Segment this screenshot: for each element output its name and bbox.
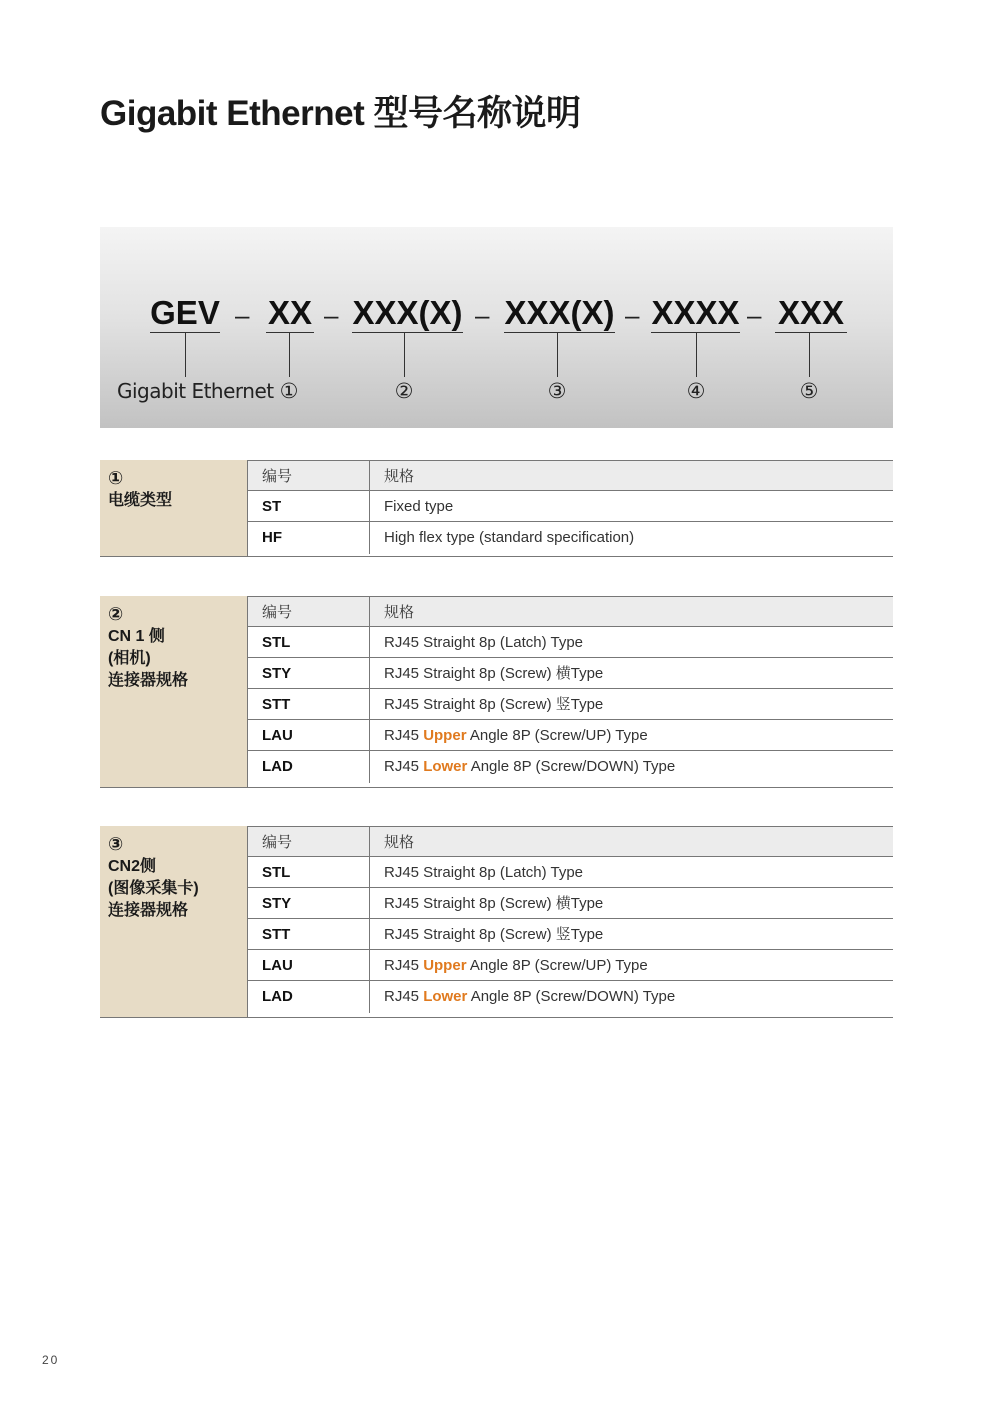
header-code: 编号: [248, 597, 370, 626]
connector-line: [289, 333, 290, 377]
gigabit-ethernet-label: Gigabit Ethernet: [117, 379, 274, 403]
table-row: [248, 491, 893, 522]
marker-4: ④: [686, 379, 706, 403]
row-spec: [370, 919, 893, 949]
spec-text: Angle 8P (Screw/DOWN) Type: [467, 758, 676, 775]
spec-text: RJ45 Straight 8p (Screw) 横Type: [384, 665, 604, 682]
table-row: [248, 751, 893, 783]
spec-text: RJ45: [384, 957, 424, 974]
row-code: LAD: [248, 751, 370, 783]
spec-highlight: Upper: [423, 957, 467, 974]
row-code: LAD: [248, 981, 370, 1013]
table-row: [248, 919, 893, 950]
table-label-panel: [100, 596, 248, 787]
code-segment-1: XX: [267, 294, 313, 331]
table-label: CN2侧 (图像采集卡) 连接器规格: [108, 858, 199, 919]
row-code: STL: [248, 857, 370, 887]
table-label-panel: [100, 460, 248, 556]
table-number: ①: [108, 468, 124, 489]
row-code: STT: [248, 689, 370, 719]
table-row: [248, 627, 893, 658]
code-segment-2: XXX(X): [352, 294, 463, 331]
row-spec: [370, 751, 893, 783]
spec-table-cn1-connector: [100, 596, 893, 788]
connector-line: [404, 333, 405, 377]
row-spec: [370, 627, 893, 657]
model-code-diagram: [100, 227, 893, 428]
row-spec: [370, 658, 893, 688]
code-segment-gev: GEV: [150, 294, 220, 331]
row-spec: [370, 491, 893, 521]
spec-highlight: Lower: [423, 758, 468, 775]
table-header-row: [248, 596, 893, 627]
marker-1: ①: [279, 379, 299, 403]
row-code: STY: [248, 658, 370, 688]
table-row: [248, 888, 893, 919]
table-label: CN 1 侧 (相机) 连接器规格: [108, 628, 189, 689]
code-separator: –: [625, 300, 640, 330]
row-code: STY: [248, 888, 370, 918]
row-code: STT: [248, 919, 370, 949]
header-code: 编号: [248, 461, 370, 490]
spec-text: RJ45: [384, 758, 424, 775]
row-spec: [370, 950, 893, 980]
code-separator: –: [324, 300, 339, 330]
spec-text: Angle 8P (Screw/UP) Type: [466, 957, 648, 974]
spec-text: RJ45 Straight 8p (Screw) 横Type: [384, 895, 604, 912]
row-code: ST: [248, 491, 370, 521]
spec-text: RJ45 Straight 8p (Screw) 竖Type: [384, 926, 604, 943]
header-spec: 规格: [384, 604, 415, 621]
code-segment-5: XXX: [775, 295, 847, 333]
page-title: Gigabit Ethernet 型号名称说明: [100, 94, 581, 133]
row-code: HF: [248, 522, 370, 554]
row-spec: [370, 720, 893, 750]
spec-text: High flex type (standard specification): [384, 529, 635, 546]
code-segment-4: XXXX: [651, 294, 740, 331]
table-row: [248, 522, 893, 554]
code-separator: –: [747, 300, 762, 330]
spec-text: Angle 8P (Screw/DOWN) Type: [467, 988, 676, 1005]
row-code: STL: [248, 627, 370, 657]
table-label-panel: [100, 826, 248, 1017]
connector-line: [185, 333, 186, 377]
table-number: ②: [108, 604, 124, 625]
table-header-row: [248, 460, 893, 491]
code-separator: –: [235, 300, 250, 330]
page-number: 20: [42, 1353, 60, 1367]
spec-highlight: Lower: [423, 988, 468, 1005]
row-code: LAU: [248, 950, 370, 980]
table-row: [248, 720, 893, 751]
connector-line: [809, 333, 810, 377]
connector-line: [557, 333, 558, 377]
marker-3: ③: [547, 379, 567, 403]
table-row: [248, 981, 893, 1013]
spec-text: RJ45: [384, 727, 424, 744]
row-spec: [370, 522, 893, 554]
table-number: ③: [108, 834, 124, 855]
header-spec: 规格: [384, 834, 415, 851]
row-spec: [370, 888, 893, 918]
header-code: 编号: [248, 827, 370, 856]
marker-5: ⑤: [799, 379, 819, 403]
table-row: [248, 950, 893, 981]
spec-text: RJ45 Straight 8p (Screw) 竖Type: [384, 696, 604, 713]
spec-text: RJ45 Straight 8p (Latch) Type: [384, 864, 583, 881]
code-segment-3: XXX(X): [504, 294, 615, 331]
table-row: [248, 689, 893, 720]
spec-highlight: Upper: [423, 727, 467, 744]
row-spec: [370, 857, 893, 887]
spec-table-cn2-connector: [100, 826, 893, 1018]
row-spec: [370, 981, 893, 1013]
spec-table-cable-type: [100, 460, 893, 557]
table-row: [248, 658, 893, 689]
spec-text: RJ45: [384, 988, 424, 1005]
table-label: 电缆类型: [108, 492, 173, 509]
spec-text: Angle 8P (Screw/UP) Type: [466, 727, 648, 744]
header-spec: 规格: [384, 468, 415, 485]
spec-text: RJ45 Straight 8p (Latch) Type: [384, 634, 583, 651]
connector-line: [696, 333, 697, 377]
table-header-row: [248, 826, 893, 857]
row-code: LAU: [248, 720, 370, 750]
row-spec: [370, 689, 893, 719]
code-separator: –: [475, 300, 490, 330]
spec-text: Fixed type: [384, 498, 454, 515]
marker-2: ②: [394, 379, 414, 403]
table-row: [248, 857, 893, 888]
